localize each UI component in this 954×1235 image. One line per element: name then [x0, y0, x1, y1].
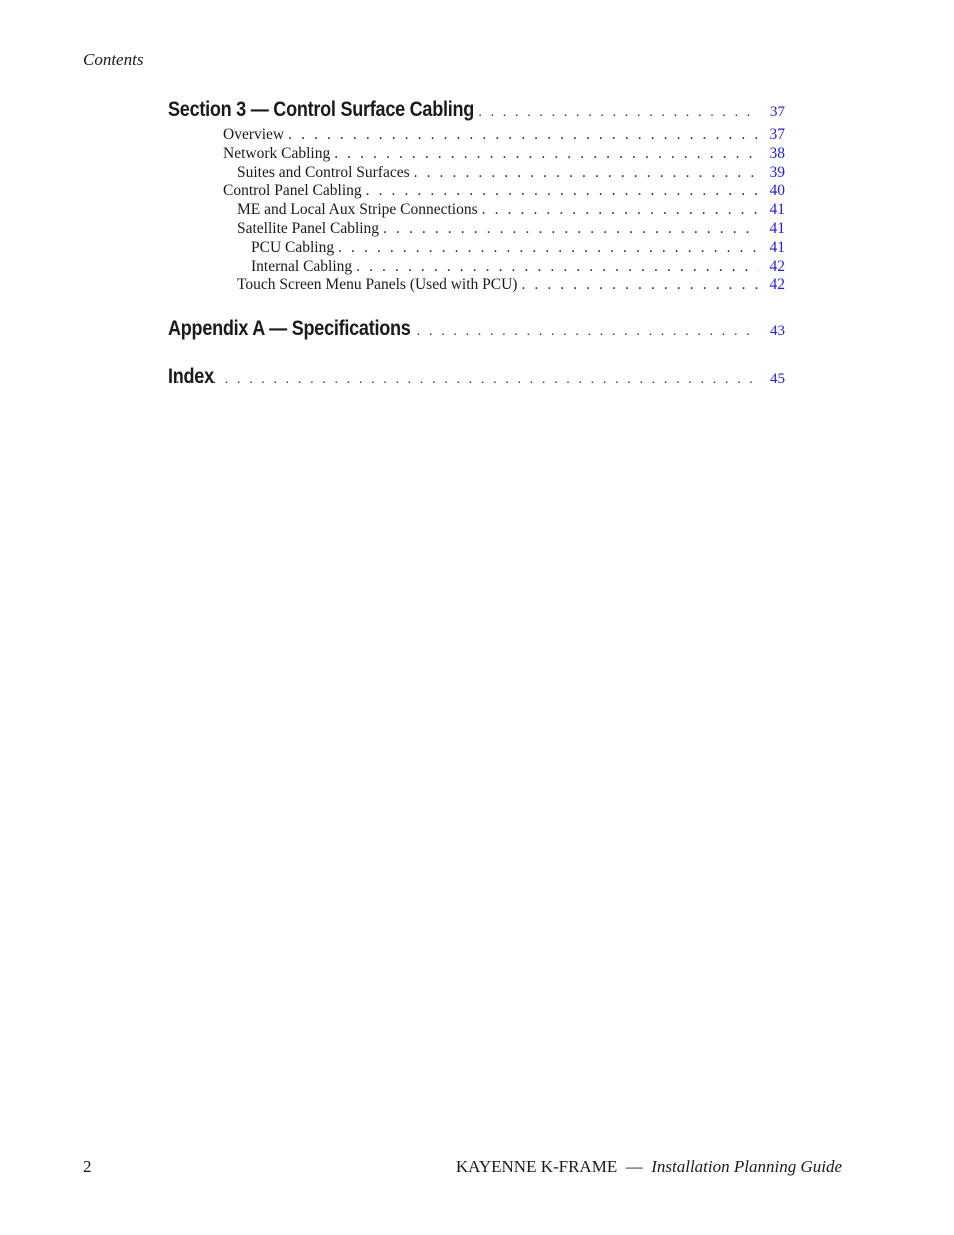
page-link[interactable]: 37	[770, 104, 785, 120]
dot-leader	[338, 239, 759, 258]
page-link[interactable]: 37	[769, 126, 785, 143]
toc-entry-label: ME and Local Aux Stripe Connections	[237, 201, 478, 219]
toc-entry-satellite-panel-cabling[interactable]	[168, 220, 785, 239]
toc-appendix-a[interactable]	[168, 317, 785, 341]
toc-entry-label: Overview	[223, 126, 285, 143]
footer-separator: —	[625, 1157, 643, 1176]
dot-leader	[288, 126, 759, 145]
toc-entry-pcu-cabling[interactable]	[168, 239, 785, 258]
page-link[interactable]: 43	[770, 323, 785, 340]
page-link[interactable]: 40	[769, 182, 785, 200]
product-name: KAYENNE K-FRAME	[455, 1157, 618, 1176]
toc-entry-control-panel-cabling[interactable]	[168, 182, 785, 201]
page-number: 2	[83, 1157, 92, 1176]
toc-entry-label: Control Panel Cabling	[223, 182, 362, 200]
toc-entry-label: PCU Cabling	[251, 238, 335, 256]
dot-leader	[334, 145, 759, 164]
toc-entry-me-local-aux[interactable]	[168, 201, 785, 220]
page-link[interactable]: 45	[770, 371, 785, 388]
page-link[interactable]: 39	[769, 163, 785, 181]
table-of-contents	[168, 98, 785, 389]
page-link[interactable]: 41	[769, 238, 785, 256]
dot-leader	[383, 220, 759, 239]
toc-entry-overview[interactable]	[168, 126, 785, 145]
toc-entry-touch-screen-menu-panels[interactable]	[168, 276, 785, 295]
guide-title: Installation Planning Guide	[651, 1157, 842, 1176]
page-link[interactable]: 38	[769, 144, 785, 162]
toc-entry-suites-control-surfaces[interactable]	[168, 164, 785, 183]
dot-leader	[356, 258, 759, 277]
dot-leader	[482, 201, 759, 220]
toc-entry-label: Satellite Panel Cabling	[237, 219, 380, 237]
dot-leader	[466, 105, 759, 121]
dot-leader	[521, 276, 759, 295]
running-head: Contents	[83, 50, 144, 69]
dot-leader	[168, 372, 759, 388]
page-link[interactable]: 42	[769, 257, 785, 275]
dot-leader	[366, 182, 759, 201]
toc-entry-label: Suites and Control Surfaces	[237, 163, 410, 181]
running-foot	[456, 1157, 842, 1177]
dot-leader	[392, 324, 759, 340]
toc-entry-label: Network Cabling	[223, 144, 331, 162]
toc-heading-label: Section 3 — Control Surface Cabling	[168, 98, 475, 121]
toc-index[interactable]	[168, 365, 785, 389]
dot-leader	[414, 164, 759, 183]
page-link[interactable]: 42	[769, 276, 785, 294]
toc-entry-network-cabling[interactable]	[168, 145, 785, 164]
toc-section-3[interactable]	[168, 98, 785, 122]
page-link[interactable]: 41	[769, 201, 785, 219]
toc-entry-internal-cabling[interactable]	[168, 258, 785, 277]
page-link[interactable]: 41	[769, 219, 785, 237]
toc-entry-label: Touch Screen Menu Panels (Used with PCU)	[237, 276, 518, 294]
toc-heading-label: Index	[168, 365, 214, 389]
toc-entry-label: Internal Cabling	[251, 257, 353, 275]
toc-heading-label: Appendix A — Specifications	[168, 317, 411, 341]
